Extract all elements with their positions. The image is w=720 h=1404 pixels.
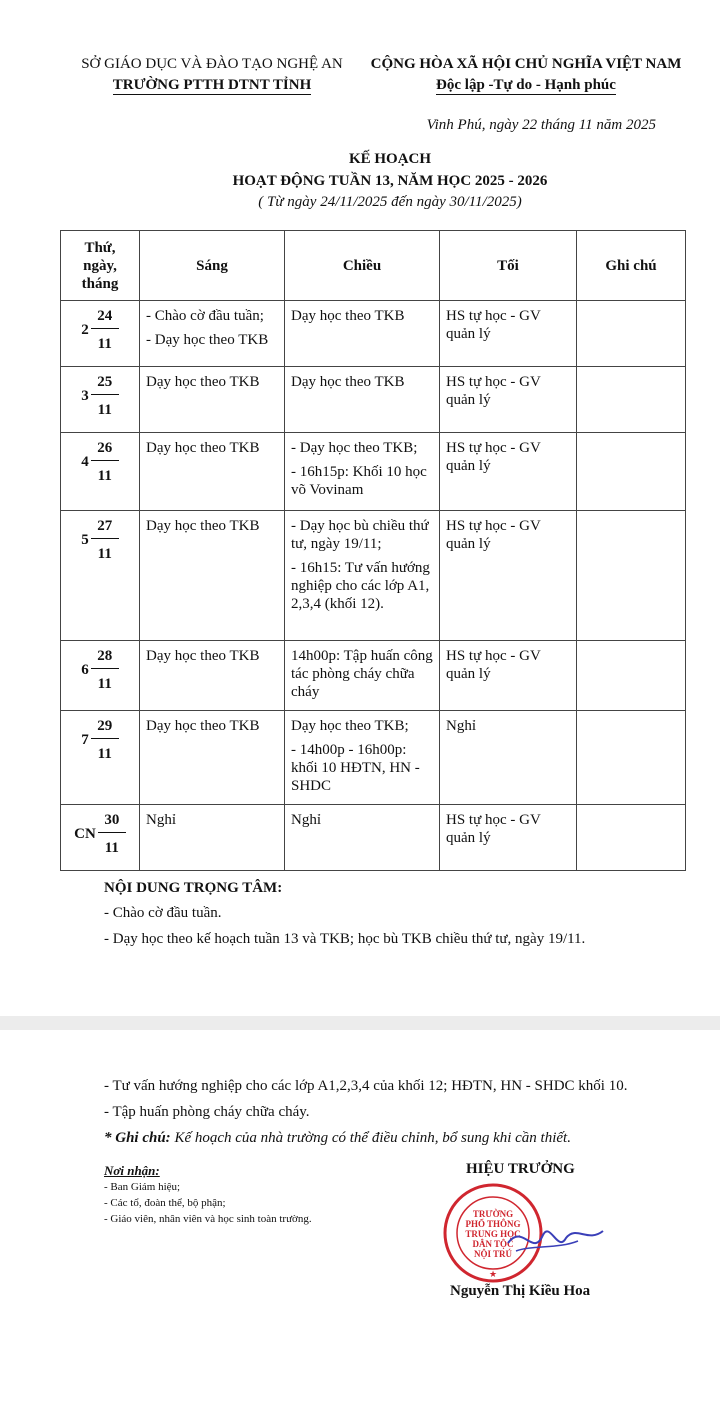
month: 11 bbox=[97, 468, 112, 484]
evening-cell bbox=[440, 301, 577, 367]
month: 11 bbox=[104, 840, 119, 856]
evening-activity: Nghỉ bbox=[446, 718, 476, 734]
afternoon-cell bbox=[285, 805, 440, 871]
signature-title: HIỆU TRƯỞNG bbox=[466, 1161, 575, 1177]
morning-cell bbox=[140, 511, 285, 641]
morning-activity: Dạy học theo TKB bbox=[146, 440, 260, 456]
month: 11 bbox=[97, 402, 112, 418]
table-row bbox=[61, 641, 686, 711]
note-label: * Ghi chú: bbox=[104, 1130, 171, 1146]
morning-activity: Dạy học theo TKB bbox=[146, 518, 260, 534]
day-of-month: 30 bbox=[98, 811, 126, 833]
day-cell bbox=[61, 301, 140, 367]
nation-line2: Độc lập -Tự do - Hạnh phúc bbox=[436, 77, 616, 93]
afternoon-cell bbox=[285, 511, 440, 641]
weekday: 2 bbox=[81, 322, 89, 338]
table-row bbox=[61, 805, 686, 871]
focus-heading: NỘI DUNG TRỌNG TÂM: bbox=[104, 880, 283, 896]
svg-text:DÂN TỘC: DÂN TỘC bbox=[472, 1239, 514, 1249]
evening-cell bbox=[440, 433, 577, 511]
afternoon-activity: Nghỉ bbox=[291, 812, 321, 828]
document-page-2 bbox=[0, 1030, 720, 1404]
month: 11 bbox=[97, 546, 112, 562]
morning-cell bbox=[140, 367, 285, 433]
day-cell bbox=[61, 511, 140, 641]
focus-section bbox=[104, 880, 282, 903]
weekly-plan-table bbox=[60, 230, 686, 871]
focus-item-1: - Chào cờ đầu tuần. bbox=[104, 905, 222, 921]
note-cell bbox=[577, 301, 686, 367]
recipients bbox=[104, 1163, 312, 1227]
afternoon-activity: - Dạy học bù chiều thứ tư, ngày 19/11; bbox=[291, 518, 429, 552]
svg-text:TRUNG HỌC: TRUNG HỌC bbox=[465, 1229, 521, 1239]
afternoon-cell bbox=[285, 641, 440, 711]
day-cell bbox=[61, 433, 140, 511]
page2-item-2: - Tập huấn phòng cháy chữa cháy. bbox=[104, 1104, 310, 1120]
evening-activity: HS tự học - GV quản lý bbox=[446, 440, 541, 474]
evening-activity: HS tự học - GV quản lý bbox=[446, 648, 541, 682]
day-cell bbox=[61, 367, 140, 433]
morning-cell bbox=[140, 805, 285, 871]
evening-activity: HS tự học - GV quản lý bbox=[446, 812, 541, 846]
doc-date-range: ( Từ ngày 24/11/2025 đến ngày 30/11/2025) bbox=[258, 194, 522, 210]
header-evening: Tối bbox=[440, 231, 577, 301]
afternoon-activity: - 16h15p: Khối 10 học võ Vovinam bbox=[291, 464, 427, 498]
evening-cell bbox=[440, 805, 577, 871]
evening-cell bbox=[440, 511, 577, 641]
evening-activity: HS tự học - GV quản lý bbox=[446, 374, 541, 408]
morning-activity: Dạy học theo TKB bbox=[146, 374, 260, 390]
day-of-month: 26 bbox=[91, 439, 119, 461]
signer-name: Nguyễn Thị Kiều Hoa bbox=[450, 1283, 591, 1299]
day-cell bbox=[61, 641, 140, 711]
day-of-month: 25 bbox=[91, 373, 119, 395]
note-cell bbox=[577, 805, 686, 871]
day-cell bbox=[61, 805, 140, 871]
weekday: 7 bbox=[81, 732, 89, 748]
evening-activity: HS tự học - GV quản lý bbox=[446, 308, 541, 342]
header-afternoon: Chiều bbox=[285, 231, 440, 301]
place-date: Vinh Phú, ngày 22 tháng 11 năm 2025 bbox=[426, 117, 656, 133]
recipient-item: - Giáo viên, nhân viên và học sinh toàn trường. bbox=[104, 1213, 312, 1225]
afternoon-activity: - 16h15: Tư vấn hướng nghiệp cho các lớp A1, 2,3,4 (khối 12). bbox=[291, 560, 430, 612]
school-seal-icon bbox=[438, 1183, 608, 1283]
note-text: Kế hoạch của nhà trường có thể điều chỉnh, bổ sung khi cần thiết. bbox=[174, 1130, 571, 1146]
nation-header bbox=[356, 54, 696, 96]
weekday: 4 bbox=[81, 454, 89, 470]
afternoon-cell bbox=[285, 711, 440, 805]
svg-text:TRƯỜNG: TRƯỜNG bbox=[472, 1209, 514, 1219]
afternoon-activity: Dạy học theo TKB bbox=[291, 374, 405, 390]
evening-activity: HS tự học - GV quản lý bbox=[446, 518, 541, 552]
evening-cell bbox=[440, 711, 577, 805]
morning-cell bbox=[140, 301, 285, 367]
nation-line1: CỘNG HÒA XÃ HỘI CHỦ NGHĨA VIỆT NAM bbox=[370, 56, 682, 72]
org-header bbox=[62, 54, 362, 96]
day-of-month: 24 bbox=[91, 307, 119, 329]
weekday: 3 bbox=[81, 388, 89, 404]
day-of-month: 29 bbox=[91, 717, 119, 739]
day-cell bbox=[61, 711, 140, 805]
recipient-item: - Ban Giám hiệu; bbox=[104, 1181, 181, 1193]
note-cell bbox=[577, 641, 686, 711]
org-line2: TRƯỜNG PTTH DTNT TỈNH bbox=[112, 77, 312, 93]
svg-text:NỘI TRÚ: NỘI TRÚ bbox=[473, 1249, 513, 1259]
header-morning: Sáng bbox=[140, 231, 285, 301]
month: 11 bbox=[97, 676, 112, 692]
morning-activity: - Chào cờ đầu tuần; bbox=[146, 308, 264, 324]
evening-cell bbox=[440, 367, 577, 433]
day-of-month: 27 bbox=[91, 517, 119, 539]
morning-activity: Dạy học theo TKB bbox=[146, 718, 260, 734]
recipient-item: - Các tổ, đoàn thể, bộ phận; bbox=[104, 1197, 226, 1209]
afternoon-cell bbox=[285, 301, 440, 367]
table-header-row bbox=[61, 231, 686, 301]
recipients-heading: Nơi nhận: bbox=[104, 1163, 160, 1178]
afternoon-activity: - Dạy học theo TKB; bbox=[291, 440, 418, 456]
table-body bbox=[61, 301, 686, 871]
weekday: 6 bbox=[81, 662, 89, 678]
note-cell bbox=[577, 511, 686, 641]
morning-cell bbox=[140, 433, 285, 511]
svg-text:PHỔ THÔNG: PHỔ THÔNG bbox=[465, 1219, 521, 1229]
table-row bbox=[61, 511, 686, 641]
weekday: CN bbox=[74, 826, 96, 842]
afternoon-cell bbox=[285, 367, 440, 433]
morning-activity: - Dạy học theo TKB bbox=[146, 332, 269, 348]
page2-item-1: - Tư vấn hướng nghiệp cho các lớp A1,2,3,4 của khối 12; HĐTN, HN - SHDC khối 10. bbox=[104, 1078, 628, 1094]
month: 11 bbox=[97, 336, 112, 352]
focus-item-2: - Dạy học theo kế hoạch tuần 13 và TKB; học bù TKB chiều thứ tư, ngày 19/11. bbox=[104, 931, 586, 947]
doc-subtitle: HOẠT ĐỘNG TUẦN 13, NĂM HỌC 2025 - 2026 bbox=[232, 173, 548, 189]
afternoon-activity: Dạy học theo TKB; bbox=[291, 718, 409, 734]
table-row bbox=[61, 433, 686, 511]
afternoon-cell bbox=[285, 433, 440, 511]
table-row bbox=[61, 301, 686, 367]
evening-cell bbox=[440, 641, 577, 711]
table-row bbox=[61, 711, 686, 805]
note-line bbox=[104, 1127, 571, 1149]
page-gap bbox=[0, 1016, 720, 1030]
day-of-month: 28 bbox=[91, 647, 119, 669]
header-note: Ghi chú bbox=[577, 231, 686, 301]
table-row bbox=[61, 367, 686, 433]
month: 11 bbox=[97, 746, 112, 762]
weekday: 5 bbox=[81, 532, 89, 548]
svg-text:★: ★ bbox=[488, 1269, 498, 1279]
afternoon-activity: 14h00p: Tập huấn công tác phòng cháy chữa cháy bbox=[291, 648, 433, 700]
doc-title: KẾ HOẠCH bbox=[348, 151, 432, 167]
afternoon-activity: - 14h00p - 16h00p: khối 10 HĐTN, HN - SHDC bbox=[291, 742, 420, 794]
morning-cell bbox=[140, 641, 285, 711]
org-line1: SỞ GIÁO DỤC VÀ ĐÀO TẠO NGHỆ AN bbox=[81, 56, 343, 72]
afternoon-activity: Dạy học theo TKB bbox=[291, 308, 405, 324]
morning-activity: Nghỉ bbox=[146, 812, 176, 828]
note-cell bbox=[577, 711, 686, 805]
morning-cell bbox=[140, 711, 285, 805]
morning-activity: Dạy học theo TKB bbox=[146, 648, 260, 664]
note-cell bbox=[577, 433, 686, 511]
header-day: Thứ, ngày, tháng bbox=[61, 231, 140, 301]
note-cell bbox=[577, 367, 686, 433]
